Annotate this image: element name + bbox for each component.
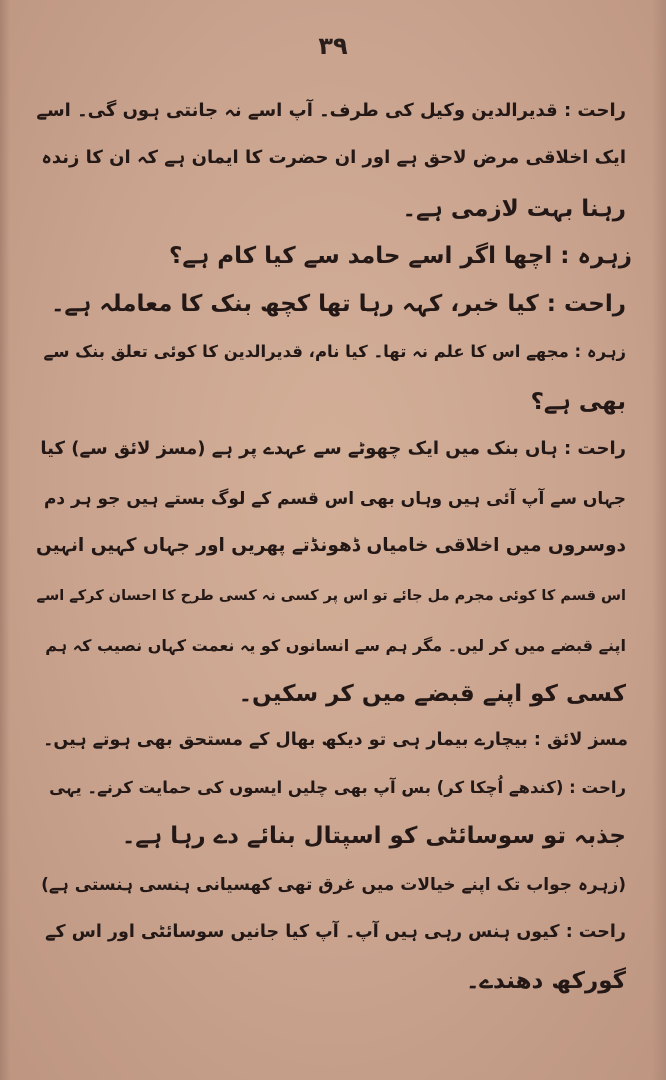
- text-line: اپنے قبضے میں کر لیں۔ مگر ہم سے انسانوں کو یہ نعمت کہاں نصیب کہ ہم: [45, 636, 626, 655]
- text-line: گورکھ دھندے۔: [465, 968, 626, 994]
- text-line: راحت : ہاں بنک میں ایک چھوٹے سے عہدے پر ہے (مسز لائق سے) کیا: [40, 438, 626, 459]
- text-line: جذبہ تو سوسائٹی کو اسپتال بنائے دے رہا ہے۔: [121, 823, 626, 849]
- page-number: ۳۹: [318, 32, 348, 60]
- text-line: راحت : کیا خبر، کہہ رہا تھا کچھ بنک کا معاملہ ہے۔: [50, 291, 626, 317]
- text-line: (زہرہ جواب تک اپنے خیالات میں غرق تھی کھسیانی ہنسی ہنستی ہے): [41, 875, 626, 895]
- text-line: زہرہ : مجھے اس کا علم نہ تھا۔ کیا نام، قدیرالدین کا کوئی تعلق بنک سے: [43, 342, 626, 361]
- text-line: مسز لائق : بیچارے بیمار ہی تو دیکھ بھال کے مستحق بھی ہوتے ہیں۔: [43, 730, 628, 750]
- text-line: بھی ہے؟: [530, 389, 626, 415]
- text-line: ایک اخلاقی مرض لاحق ہے اور ان حضرت کا ایمان ہے کہ ان کا زندہ: [41, 147, 626, 168]
- text-line: دوسروں میں اخلاقی خامیاں ڈھونڈتے پھریں اور جہاں کہیں انہیں: [35, 535, 626, 556]
- text-line: کسی کو اپنے قبضے میں کر سکیں۔: [238, 681, 626, 707]
- text-line: جہاں سے آپ آئی ہیں وہاں بھی اس قسم کے لوگ بستے ہیں جو ہر دم: [43, 489, 626, 509]
- text-line: راحت : (کندھے اُچکا کر) بس آپ بھی چلیں ایسوں کی حمایت کرنے۔ یہی: [49, 778, 626, 797]
- text-line: راحت : کیوں ہنس رہی ہیں آپ۔ آپ کیا جانیں سوسائٹی اور اس کے: [45, 922, 626, 942]
- text-line: رہنا بہت لازمی ہے۔: [402, 196, 626, 222]
- text-line: اس قسم کا کوئی مجرم مل جائے تو اس پر کسی نہ کسی طرح کا احسان کرکے اسے: [36, 588, 626, 604]
- text-line: زہرہ : اچھا اگر اسے حامد سے کیا کام ہے؟: [169, 243, 632, 269]
- text-line: راحت : قدیرالدین وکیل کی طرف۔ آپ اسے نہ جانتی ہوں گی۔ اسے: [36, 100, 626, 121]
